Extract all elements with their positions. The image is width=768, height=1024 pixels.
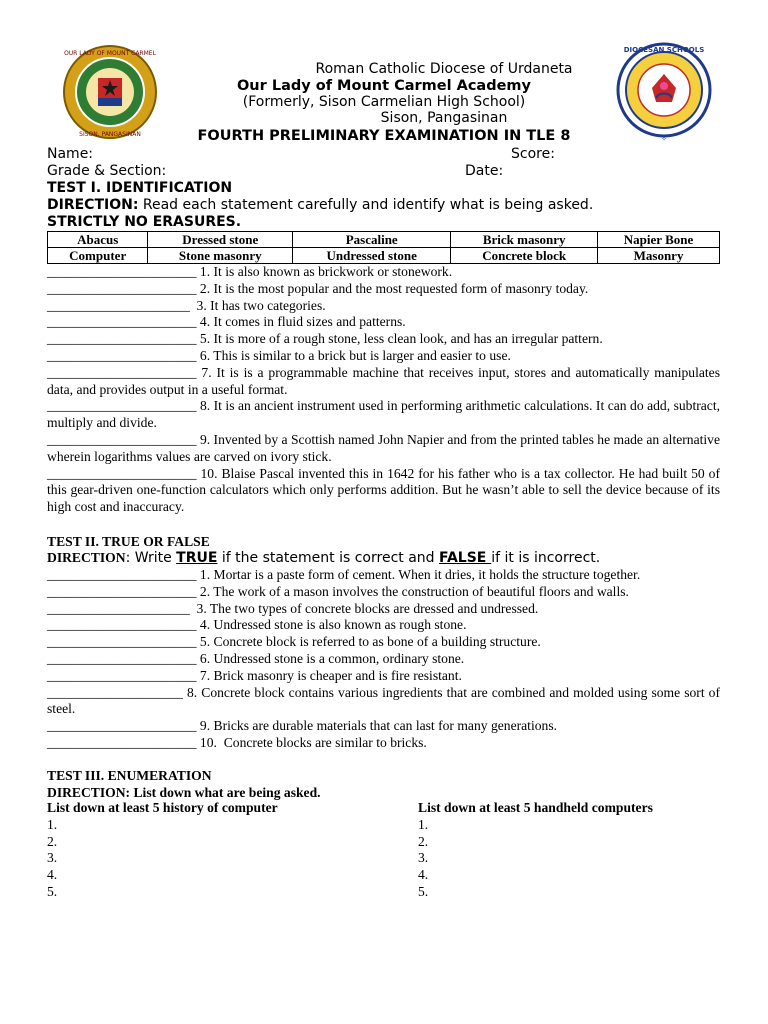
handheld-list-heading: List down at least 5 handheld computers [418,800,653,815]
school-name: Our Lady of Mount Carmel Academy [236,78,531,94]
history-list [47,800,387,901]
history-list-item[interactable]: 5. [47,883,58,899]
school-location: Sison, Pangasinan [380,110,508,126]
test1-item[interactable]: ______________________ 7. It is is a programmable machine that receives input, stores and automatically manipulates data, and provides output in a useful format. [47,364,720,397]
test1-item[interactable]: ______________________ 4. It comes in fluid sizes and patterns. [47,314,406,330]
choice-cell: Undressed stone [293,248,451,264]
test2-title: TEST II. TRUE OR FALSE [47,534,210,549]
handheld-list [418,800,738,901]
exam-title: FOURTH PRELIMINARY EXAMINATION IN TLE 8 [197,128,571,144]
test2-direction-label: DIRECTION [47,550,126,565]
choice-cell: Dressed stone [148,232,293,248]
test1-items [47,264,720,516]
test1-item[interactable]: ______________________ 5. It is more of a rough stone, less clean look, and has an irregular pattern. [47,331,603,347]
false-keyword: FALSE [439,550,492,566]
school-former-name: (Formerly, Sison Carmelian High School) [242,94,526,110]
test1-item[interactable]: ______________________ 9. Invented by a Scottish named John Napier and from the printed tables he made an alternative wherein logarithms values are carved on ivory stick. [47,431,720,464]
test2-item[interactable]: ______________________ 6. Undressed stone is a common, ordinary stone. [47,650,465,666]
choice-cell: Stone masonry [148,248,293,264]
svg-text:SISON, PANGASINAN: SISON, PANGASINAN [79,131,141,138]
name-field-label: Name: [47,146,94,162]
test2-direction-pre: : Write [125,550,177,566]
test2-direction-post: if it is incorrect. [491,550,601,566]
choices-row [48,248,720,264]
choice-cell: Brick masonry [451,232,598,248]
choice-cell: Abacus [48,232,148,248]
svg-text:DIOCESAN SCHOOLS: DIOCESAN SCHOOLS [623,46,705,54]
handheld-list-item[interactable]: 5. [418,883,429,899]
test2-direction-mid: if the statement is correct and [217,550,439,566]
choices-table [47,231,720,264]
test3-direction: DIRECTION: List down what are being asked. [47,785,321,800]
svg-text:OUR LADY OF MOUNT CARMEL: OUR LADY OF MOUNT CARMEL [64,50,156,57]
test1-item[interactable]: ______________________ 1. It is also known as brickwork or stonework. [47,264,453,279]
choice-cell: Pascaline [293,232,451,248]
svg-text:✧: ✧ [661,135,667,143]
test1-direction-label: DIRECTION: [47,197,139,213]
date-field-label: Date: [465,163,504,179]
choice-cell: Concrete block [451,248,598,264]
test1-item[interactable]: ______________________ 10. Blaise Pascal invented this in 1642 for his father who is a tax collector. He had built 50 of this gear-driven one-function calculators which only performs addition. But he wasn’t able to sell the device because of its high cost and inaccuracy. [47,465,720,515]
history-list-item[interactable]: 4. [47,867,58,883]
history-list-heading: List down at least 5 history of computer [47,800,278,815]
handheld-list-item[interactable]: 2. [418,833,429,849]
choice-cell: Masonry [598,248,720,264]
diocese-name: Roman Catholic Diocese of Urdaneta [315,61,573,77]
choice-cell: Computer [48,248,148,264]
handheld-list-item[interactable]: 3. [418,850,429,866]
test2-item[interactable]: ______________________ 9. Bricks are durable materials that can last for many generations. [47,718,558,734]
test2-item[interactable]: ______________________ 1. Mortar is a paste form of cement. When it dries, it holds the structure together. [47,567,641,582]
test2-item[interactable]: ______________________ 10. Concrete blocks are similar to bricks. [47,734,427,750]
choice-cell: Napier Bone [598,232,720,248]
test1-warning: STRICTLY NO ERASURES. [47,214,242,230]
test1-item[interactable]: ______________________ 8. It is an ancient instrument used in performing arithmetic calculations. It can do add, subtract, multiply and divide. [47,398,720,431]
test2-item[interactable]: ______________________ 4. Undressed stone is also known as rough stone. [47,617,467,633]
test1-direction-text: Read each statement carefully and identify what is being asked. [138,197,594,213]
test2-item[interactable]: ______________________ 5. Concrete block is referred to as bone of a building structure. [47,634,541,650]
test3-title: TEST III. ENUMERATION [47,768,212,783]
test2-direction [47,549,600,567]
test1-item[interactable]: ______________________ 2. It is the most popular and the most requested form of masonry today. [47,280,589,296]
test1-direction [47,197,593,214]
test2-item[interactable]: ____________________ 8. Concrete block contains various ingredients that are combined and molded using some sort of steel. [47,684,720,717]
score-field-label: Score: [511,146,555,162]
choices-row [48,232,720,248]
history-list-item[interactable]: 2. [47,833,58,849]
test1-item[interactable]: ______________________ 6. This is similar to a brick but is larger and easier to use. [47,347,511,363]
history-list-item[interactable]: 1. [47,816,58,832]
handheld-list-item[interactable]: 4. [418,867,429,883]
test2-items [47,567,720,752]
test1-title: TEST I. IDENTIFICATION [47,180,233,196]
true-keyword: TRUE [176,550,218,566]
test2-item[interactable]: ______________________ 2. The work of a mason involves the construction of beautiful floors and walls. [47,583,629,599]
history-list-item[interactable]: 3. [47,850,58,866]
grade-section-field-label: Grade & Section: [47,163,167,179]
test2-item[interactable]: ______________________ 7. Brick masonry is cheaper and is fire resistant. [47,667,462,683]
test1-item[interactable]: _____________________ 3. It has two categories. [47,297,326,313]
handheld-list-item[interactable]: 1. [418,816,429,832]
test2-item[interactable]: _____________________ 3. The two types of concrete blocks are dressed and undressed. [47,600,539,616]
